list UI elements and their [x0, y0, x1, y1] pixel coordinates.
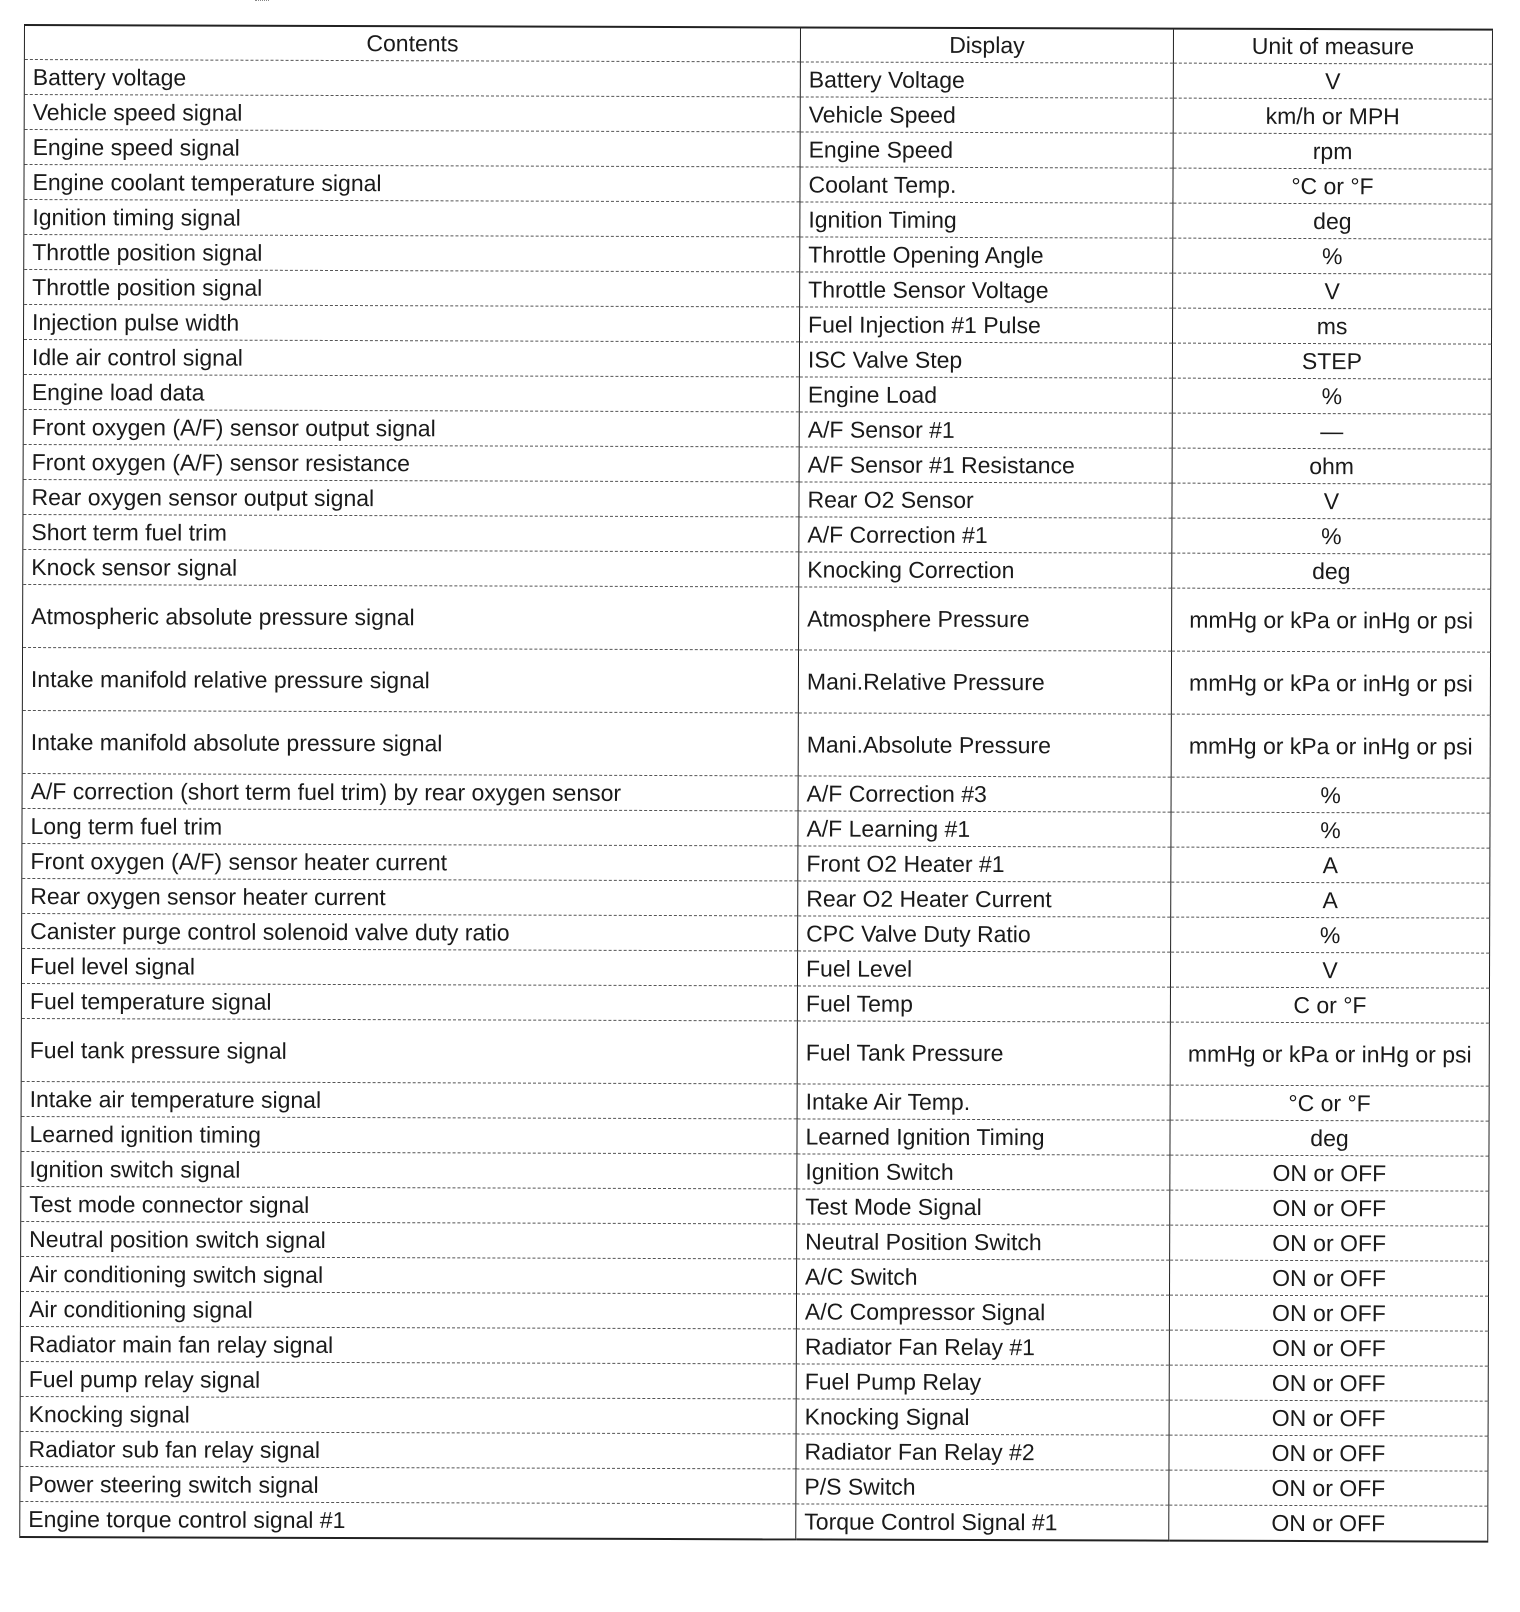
table-row — [23, 374, 1491, 414]
table-row — [21, 1221, 1489, 1261]
cell-contents: Long term fuel trim — [22, 808, 798, 845]
table-row — [24, 95, 1492, 135]
cell-contents: Knocking signal — [20, 1396, 796, 1433]
cell-display: CPC Valve Duty Ratio — [798, 916, 1171, 952]
table-row — [23, 514, 1491, 554]
cell-contents: Injection pulse width — [24, 305, 800, 342]
table-row — [21, 1256, 1489, 1296]
cell-unit: ON or OFF — [1169, 1505, 1488, 1542]
cell-contents: Learned ignition timing — [21, 1116, 797, 1153]
cell-display: A/C Switch — [797, 1259, 1170, 1295]
cell-unit: % — [1173, 238, 1492, 274]
cell-unit: °C or °F — [1173, 168, 1492, 204]
table-row — [23, 340, 1491, 380]
cell-unit: ON or OFF — [1170, 1155, 1489, 1191]
cell-display: A/F Sensor #1 — [799, 412, 1172, 448]
table-row — [21, 1116, 1489, 1156]
cell-unit: ON or OFF — [1169, 1365, 1488, 1401]
cell-unit: % — [1171, 777, 1490, 813]
cell-contents: A/F correction (short term fuel trim) by rear oxygen sensor — [22, 773, 798, 810]
cell-contents: Canister purge control solenoid valve duty ratio — [22, 913, 798, 950]
cell-display: Radiator Fan Relay #2 — [796, 1434, 1169, 1470]
cell-display: Front O2 Heater #1 — [798, 846, 1171, 882]
cell-unit: ms — [1173, 308, 1492, 344]
cell-contents: Engine coolant temperature signal — [24, 165, 800, 202]
cell-display: Rear O2 Heater Current — [798, 881, 1171, 917]
cell-contents: Front oxygen (A/F) sensor output signal — [23, 409, 799, 446]
cell-unit: km/h or MPH — [1173, 98, 1492, 134]
table-row — [22, 843, 1490, 883]
cell-display: Engine Load — [799, 377, 1172, 413]
table-row — [23, 549, 1491, 589]
cell-display: Fuel Pump Relay — [796, 1364, 1169, 1400]
cell-display: Atmosphere Pressure — [799, 587, 1172, 651]
cell-contents: Fuel pump relay signal — [20, 1361, 796, 1398]
table-row — [20, 1361, 1488, 1401]
cell-unit: ohm — [1172, 448, 1491, 484]
cell-contents: Throttle position signal — [24, 235, 800, 272]
table-row — [24, 200, 1492, 240]
cell-display: Mani.Relative Pressure — [798, 650, 1171, 714]
cell-contents: Front oxygen (A/F) sensor resistance — [23, 444, 799, 481]
cell-contents: Intake manifold relative pressure signal — [22, 647, 798, 712]
cell-contents: Test mode connector signal — [21, 1186, 797, 1223]
cell-unit: ON or OFF — [1170, 1260, 1489, 1296]
cell-unit: ON or OFF — [1169, 1330, 1488, 1366]
cell-unit: ON or OFF — [1169, 1400, 1488, 1436]
cell-unit: A — [1171, 882, 1490, 918]
table-row — [21, 1081, 1489, 1121]
table-body — [20, 60, 1493, 1542]
cell-display: Coolant Temp. — [800, 167, 1173, 203]
cell-display: Throttle Opening Angle — [800, 237, 1173, 273]
cell-unit: % — [1171, 917, 1490, 953]
cell-unit: ON or OFF — [1169, 1470, 1488, 1506]
table-row — [22, 710, 1490, 778]
table-row — [21, 948, 1489, 988]
cell-contents: Neutral position switch signal — [21, 1221, 797, 1258]
cell-display: Rear O2 Sensor — [799, 482, 1172, 518]
table-row — [21, 1186, 1489, 1226]
scan-artifact-mark — [255, 0, 269, 5]
cell-display: Battery Voltage — [800, 62, 1173, 98]
table-row — [24, 130, 1492, 170]
cell-unit: % — [1171, 812, 1490, 848]
cell-unit: V — [1172, 483, 1491, 519]
table-row — [24, 305, 1492, 345]
cell-contents: Rear oxygen sensor output signal — [23, 479, 799, 516]
cell-display: A/C Compressor Signal — [796, 1294, 1169, 1330]
cell-display: A/F Correction #3 — [798, 776, 1171, 812]
cell-display: P/S Switch — [796, 1469, 1169, 1505]
cell-display: Mani.Absolute Pressure — [798, 713, 1171, 777]
cell-unit: mmHg or kPa or inHg or psi — [1171, 714, 1490, 778]
cell-unit: A — [1171, 847, 1490, 883]
cell-contents: Air conditioning signal — [20, 1291, 796, 1328]
cell-display: Fuel Temp — [797, 986, 1170, 1022]
cell-display: Throttle Sensor Voltage — [800, 272, 1173, 308]
cell-display: Knocking Signal — [796, 1399, 1169, 1435]
cell-unit: ON or OFF — [1170, 1225, 1489, 1261]
table-row — [22, 773, 1490, 813]
cell-display: Intake Air Temp. — [797, 1084, 1170, 1120]
cell-unit: mmHg or kPa or inHg or psi — [1171, 651, 1490, 715]
cell-display: Fuel Level — [797, 951, 1170, 987]
header-unit: Unit of measure — [1173, 29, 1492, 65]
table-row — [23, 409, 1491, 449]
cell-unit: mmHg or kPa or inHg or psi — [1170, 1022, 1489, 1086]
cell-contents: Rear oxygen sensor heater current — [22, 878, 798, 915]
cell-unit: STEP — [1172, 343, 1491, 379]
cell-display: Radiator Fan Relay #1 — [796, 1329, 1169, 1365]
data-monitor-table — [19, 24, 1493, 1543]
cell-contents: Ignition switch signal — [21, 1151, 797, 1188]
header-row — [24, 25, 1492, 64]
cell-contents: Front oxygen (A/F) sensor heater current — [22, 843, 798, 880]
cell-unit: ON or OFF — [1170, 1190, 1489, 1226]
cell-contents: Idle air control signal — [23, 340, 799, 377]
table-row — [24, 235, 1492, 275]
cell-display: Learned Ignition Timing — [797, 1119, 1170, 1155]
table-header — [24, 25, 1492, 64]
table-row — [24, 165, 1492, 205]
cell-display: ISC Valve Step — [799, 342, 1172, 378]
cell-unit: V — [1170, 952, 1489, 988]
cell-unit: deg — [1173, 203, 1492, 239]
cell-contents: Battery voltage — [24, 60, 800, 97]
table-row — [22, 647, 1490, 715]
cell-contents: Ignition timing signal — [24, 200, 800, 237]
cell-unit: — — [1172, 413, 1491, 449]
cell-display: Knocking Correction — [799, 552, 1172, 588]
cell-unit: % — [1172, 518, 1491, 554]
cell-contents: Engine load data — [23, 374, 799, 411]
cell-display: Engine Speed — [800, 132, 1173, 168]
table-row — [22, 913, 1490, 953]
table-row — [23, 584, 1491, 652]
cell-unit: V — [1173, 273, 1492, 309]
table-row — [23, 444, 1491, 484]
cell-unit: mmHg or kPa or inHg or psi — [1172, 588, 1491, 652]
table-row — [21, 983, 1489, 1023]
table-row — [20, 1326, 1488, 1366]
cell-contents: Fuel temperature signal — [21, 983, 797, 1020]
cell-unit: ON or OFF — [1169, 1435, 1488, 1471]
table-row — [23, 479, 1491, 519]
cell-unit: deg — [1172, 553, 1491, 589]
header-display: Display — [800, 27, 1173, 63]
cell-display: Fuel Injection #1 Pulse — [800, 307, 1173, 343]
cell-unit: deg — [1170, 1120, 1489, 1156]
cell-display: Torque Control Signal #1 — [796, 1504, 1169, 1541]
cell-contents: Power steering switch signal — [20, 1466, 796, 1503]
cell-contents: Intake air temperature signal — [21, 1081, 797, 1118]
header-contents: Contents — [24, 25, 800, 62]
table-row — [22, 808, 1490, 848]
table-row — [24, 270, 1492, 310]
cell-display: Neutral Position Switch — [797, 1224, 1170, 1260]
cell-contents: Radiator main fan relay signal — [20, 1326, 796, 1363]
cell-contents: Engine torque control signal #1 — [20, 1501, 796, 1539]
cell-unit: C or °F — [1170, 987, 1489, 1023]
cell-display: Ignition Switch — [797, 1154, 1170, 1190]
table-row — [20, 1466, 1488, 1506]
cell-contents: Throttle position signal — [24, 270, 800, 307]
cell-display: Test Mode Signal — [797, 1189, 1170, 1225]
cell-contents: Engine speed signal — [24, 130, 800, 167]
table-row — [22, 878, 1490, 918]
cell-unit: % — [1172, 378, 1491, 414]
table-row — [24, 60, 1492, 100]
cell-contents: Atmospheric absolute pressure signal — [23, 584, 799, 649]
cell-contents: Vehicle speed signal — [24, 95, 800, 132]
table-row — [20, 1291, 1488, 1331]
cell-unit: °C or °F — [1170, 1085, 1489, 1121]
table-row — [21, 1151, 1489, 1191]
table-row — [20, 1431, 1488, 1471]
table-row — [20, 1501, 1488, 1541]
cell-display: A/F Correction #1 — [799, 517, 1172, 553]
table-row — [21, 1018, 1489, 1086]
cell-contents: Intake manifold absolute pressure signal — [22, 710, 798, 775]
cell-unit: V — [1173, 63, 1492, 99]
cell-unit: ON or OFF — [1169, 1295, 1488, 1331]
table-row — [20, 1396, 1488, 1436]
cell-contents: Air conditioning switch signal — [21, 1256, 797, 1293]
cell-display: A/F Sensor #1 Resistance — [799, 447, 1172, 483]
cell-contents: Fuel tank pressure signal — [21, 1018, 797, 1083]
cell-contents: Short term fuel trim — [23, 514, 799, 551]
cell-display: A/F Learning #1 — [798, 811, 1171, 847]
cell-contents: Fuel level signal — [21, 948, 797, 985]
cell-contents: Knock sensor signal — [23, 549, 799, 586]
cell-display: Vehicle Speed — [800, 97, 1173, 133]
cell-display: Fuel Tank Pressure — [797, 1021, 1170, 1085]
cell-display: Ignition Timing — [800, 202, 1173, 238]
cell-contents: Radiator sub fan relay signal — [20, 1431, 796, 1468]
cell-unit: rpm — [1173, 133, 1492, 169]
